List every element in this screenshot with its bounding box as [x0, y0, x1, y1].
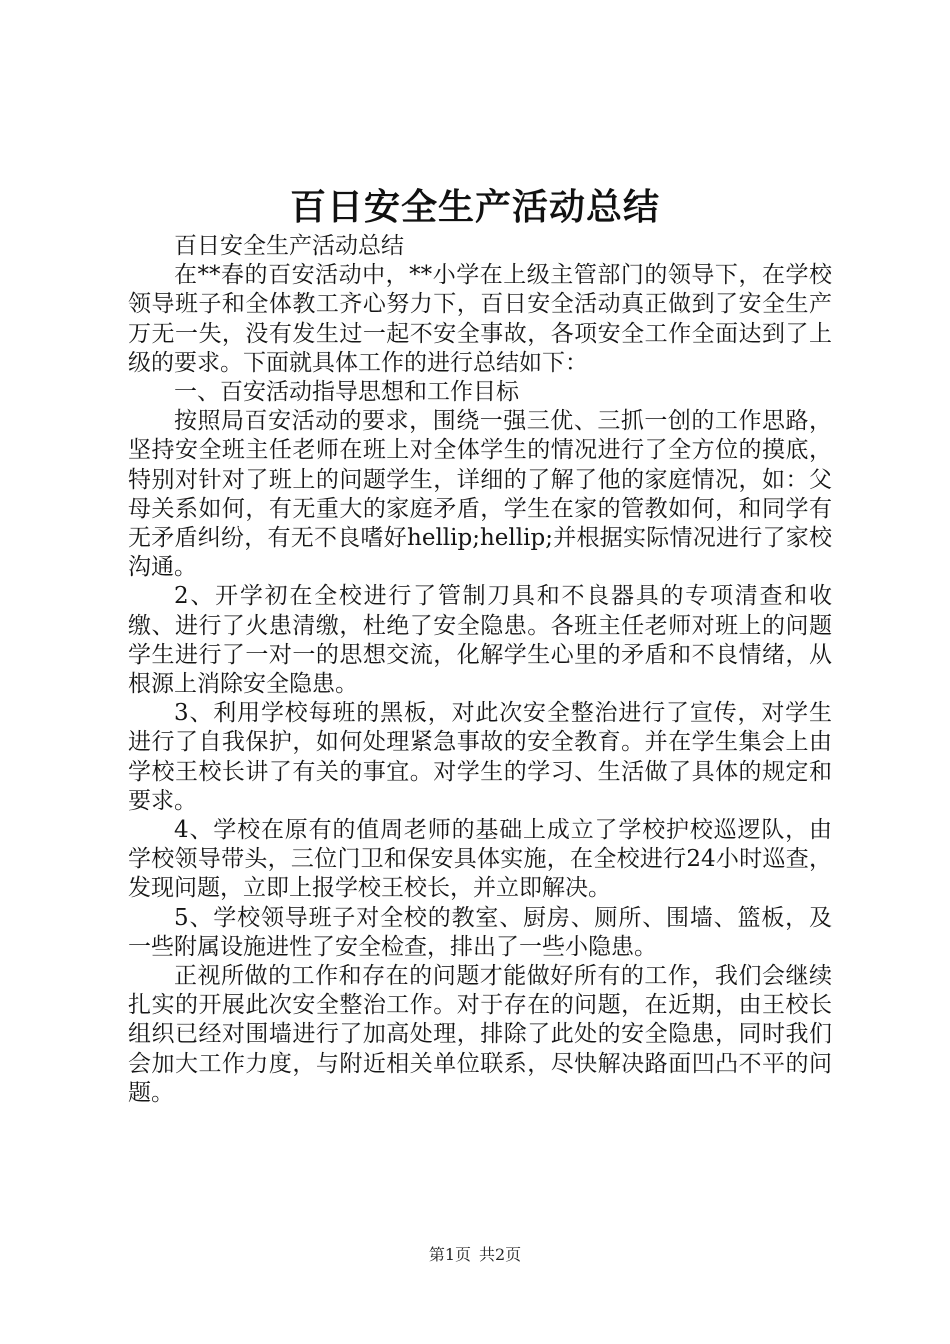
page-total: 共2页 [479, 1245, 522, 1264]
paragraph-intro: 在**春的百安活动中，**小学在上级主管部门的领导下，在学校领导班子和全体教工齐心努力下，百日安全活动真正做到了安全生产万无一失，没有发生过一起不安全事故，各项安全工作全面达到了上级的要求。下面就具体工作的进行总结如下： [128, 262, 832, 376]
paragraph-item-5: 5、学校领导班子对全校的教室、厨房、厕所、围墙、篮板，及一些附属设施进性了安全检查，排出了一些小隐患。 [128, 904, 832, 960]
paragraph-item-3: 3、利用学校每班的黑板，对此次安全整治进行了宣传，对学生进行了自我保护，如何处理紧急事故的安全教育。并在学生集会上由学校王校长讲了有关的事宜。对学生的学习、生活做了具体的规定和要求。 [128, 700, 832, 814]
page-footer [0, 1244, 950, 1266]
section-heading: 一、百安活动指导思想和工作目标 [174, 379, 519, 406]
document-body [128, 232, 832, 1108]
paragraph-item-2: 2、开学初在全校进行了管制刀具和不良器具的专项清查和收缴、进行了火患清缴，杜绝了安全隐患。各班主任老师对班上的问题学生进行了一对一的思想交流，化解学生心里的矛盾和不良情绪，从根源上消除安全隐患。 [128, 583, 832, 698]
paragraph-conclusion: 正视所做的工作和存在的问题才能做好所有的工作，我们会继续扎实的开展此次安全整治工作。对于存在的问题，在近期，由王校长组织已经对围墙进行了加高处理，排除了此处的安全隐患，同时我们会加大工作力度，与附近相关单位联系，尽快解决路面凹凸不平的问题。 [128, 963, 832, 1106]
paragraph-subtitle: 百日安全生产活动总结 [174, 233, 404, 259]
document-title: 百日安全生产活动总结 [289, 186, 660, 228]
paragraph-guiding-idea: 按照局百安活动的要求，围绕一强三优、三抓一创的工作思路，坚持安全班主任老师在班上对全体学生的情况进行了全方位的摸底，特别对针对了班上的问题学生，详细的了解了他的家庭情况，如：父母关系如何，有无重大的家庭矛盾，学生在家的管教如何，和同学有无矛盾纠纷，有无不良嗜好hellip;hellip;并根据实际情况进行了家校沟通。 [128, 408, 832, 581]
paragraph-item-4: 4、学校在原有的值周老师的基础上成立了学校护校巡逻队，由学校领导带头，三位门卫和保安具体实施，在全校进行24小时巡查，发现问题，立即上报学校王校长，并立即解决。 [128, 817, 832, 902]
page-number: 第1页 [428, 1245, 471, 1264]
